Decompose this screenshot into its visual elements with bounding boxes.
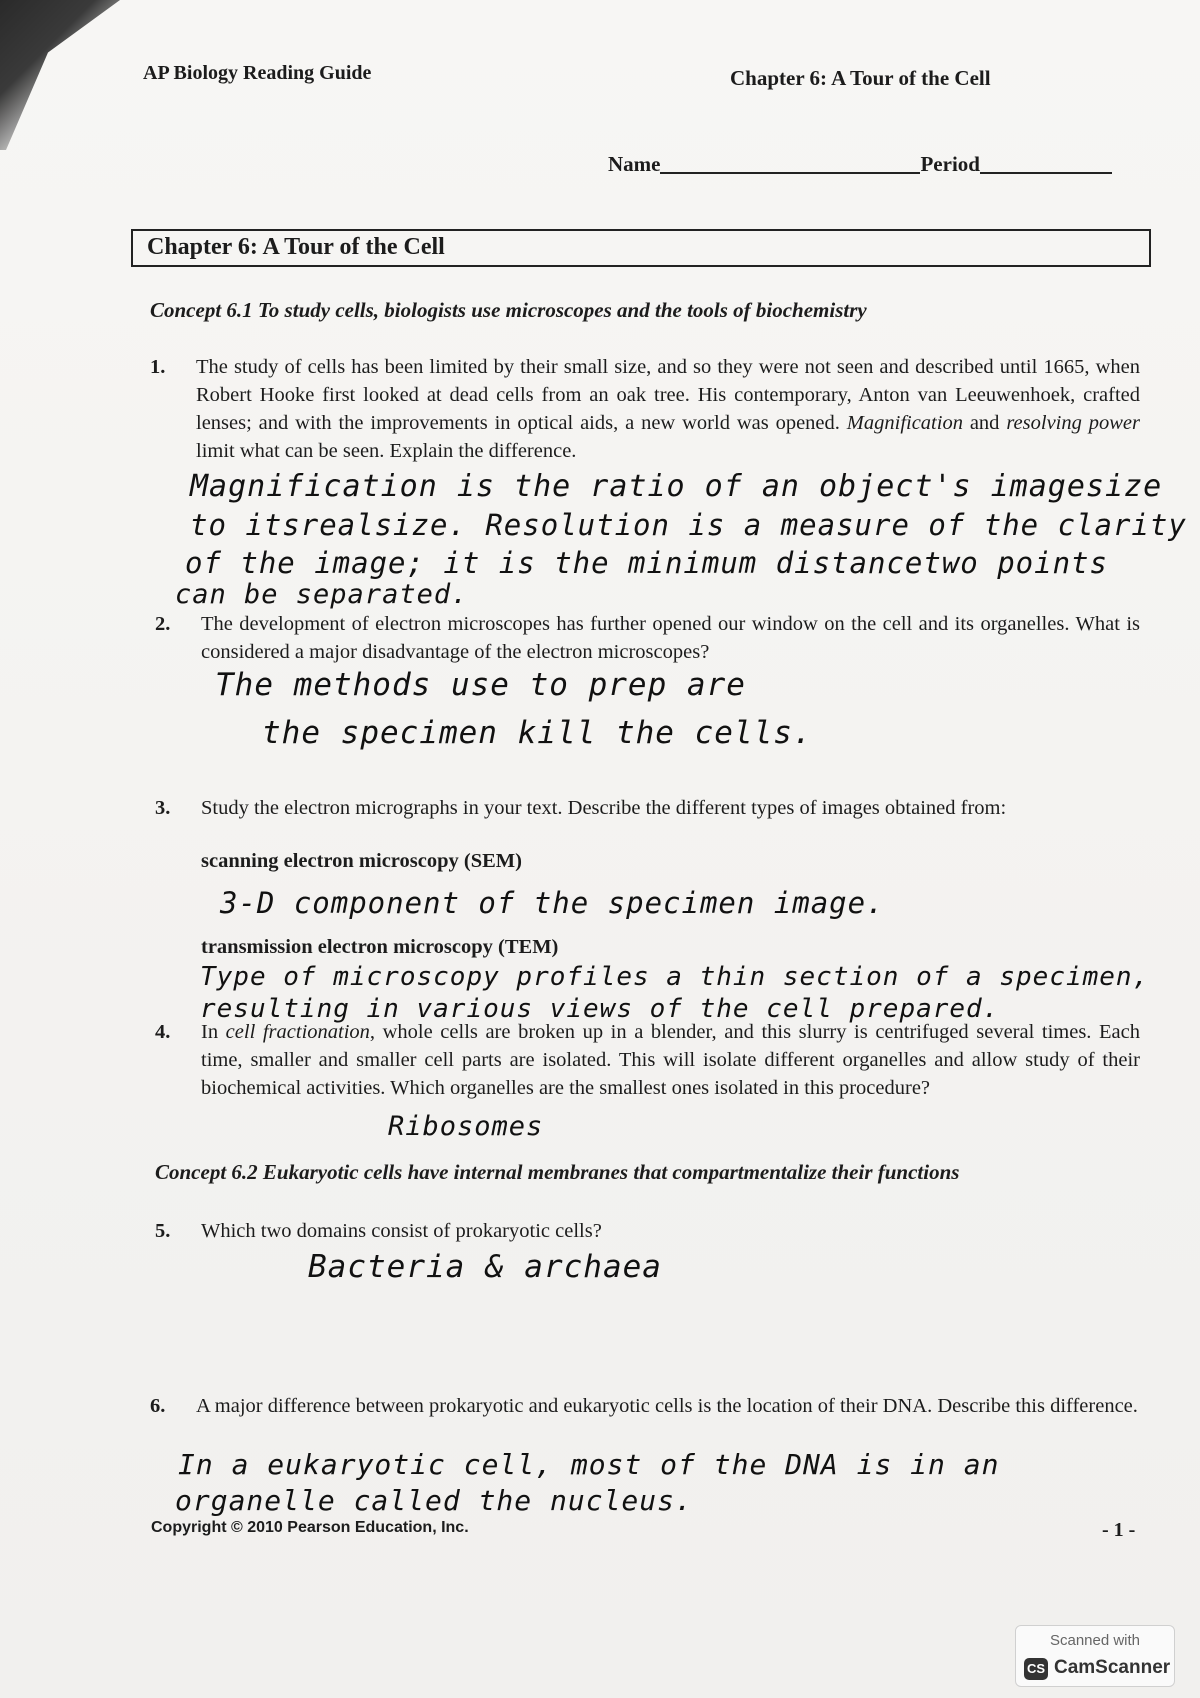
page-number: - 1 - [1102,1519,1136,1541]
page-corner-shadow [0,0,120,150]
answer-1-line-4: can be separated. [175,579,469,610]
watermark-brand: CamScanner [1054,1657,1171,1678]
answer-1-line-1: Magnification is the ratio of an object's imagesize [190,469,1163,504]
chapter-title: Chapter 6: A Tour of the Cell [147,234,445,260]
question-number: 5. [155,1220,171,1242]
answer-5: Bacteria & archaea [308,1249,662,1285]
tem-answer-line-2: resulting in various views of the cell prepared. [200,994,1000,1024]
answer-1-line-2: to itsrealsize. Resolution is a measure of the clarity [190,508,1187,542]
answer-4: Ribosomes [388,1111,544,1142]
question-1 [150,353,1140,465]
copyright-footer: Copyright © 2010 Pearson Education, Inc. [151,1519,469,1536]
answer-6-line-1: In a eukaryotic cell, most of the DNA is in an [178,1448,1000,1481]
name-period-row [608,152,1112,177]
question-text: A major difference between prokaryotic and eukaryotic cells is the location of their DNA. Describe this difference. [196,1395,1138,1417]
name-label: Name [608,152,661,176]
watermark-caption: Scanned with [1049,1632,1141,1649]
camscanner-watermark [1015,1625,1175,1687]
chapter-title-box [131,229,1151,267]
question-text: The development of electron microscopes has further opened our window on the cell and its organelles. What is considered a major disadvantage of the electron microscopes? [201,613,1140,663]
period-label: Period [920,152,980,176]
question-text: The study of cells has been limited by their small size, and so they were not seen and described until 1665, when Robert Hooke first looked at dead cells from an oak tree. His contemporary, Anton van Leeuwenhoek, crafted lenses; and with the improvements in optical aids, a new world was opened. Magnification and resolving power limit what can be seen. Explain the difference. [196,356,1140,462]
period-blank [980,152,1112,174]
name-blank [660,152,920,174]
question-number: 6. [150,1395,166,1417]
answer-2-line-1: The methods use to prep are [215,667,746,703]
concept-6-1-heading: Concept 6.1 To study cells, biologists use microscopes and the tools of biochemistry [150,298,867,322]
header-chapter: Chapter 6: A Tour of the Cell [730,66,991,90]
tem-answer-line-1: Type of microscopy profiles a thin section of a specimen, [200,962,1150,992]
answer-1-line-3: of the image; it is the minimum distancetwo points [185,546,1108,580]
question-number: 4. [155,1021,171,1043]
question-3 [155,794,1140,822]
question-4 [155,1018,1140,1102]
tem-label: transmission electron microscopy (TEM) [201,936,559,958]
question-number: 3. [155,797,171,819]
question-5 [155,1217,1140,1245]
question-number: 1. [150,356,166,378]
question-number: 2. [155,613,171,635]
question-text: Which two domains consist of prokaryotic cells? [201,1220,602,1242]
sem-label: scanning electron microscopy (SEM) [201,850,522,872]
answer-6-line-2: organelle called the nucleus. [175,1484,693,1517]
sem-answer: 3-D component of the specimen image. [220,886,885,920]
answer-2-line-2: the specimen kill the cells. [262,715,813,751]
header-course: AP Biology Reading Guide [143,62,372,84]
question-text: Study the electron micrographs in your text. Describe the different types of images obtained from: [201,797,1007,819]
question-2 [155,610,1140,666]
camscanner-logo-icon: CS [1024,1658,1048,1680]
question-text: In cell fractionation, whole cells are broken up in a blender, and this slurry is centrifuged several times. Each time, smaller and smaller cell parts are isolated. This will isolate different organelles and allow study of their biochemical activities. Which organelles are the smallest ones isolated in this procedure? [201,1021,1140,1099]
concept-6-2-heading: Concept 6.2 Eukaryotic cells have internal membranes that compartmentalize their functions [155,1160,960,1184]
question-6 [150,1392,1140,1420]
